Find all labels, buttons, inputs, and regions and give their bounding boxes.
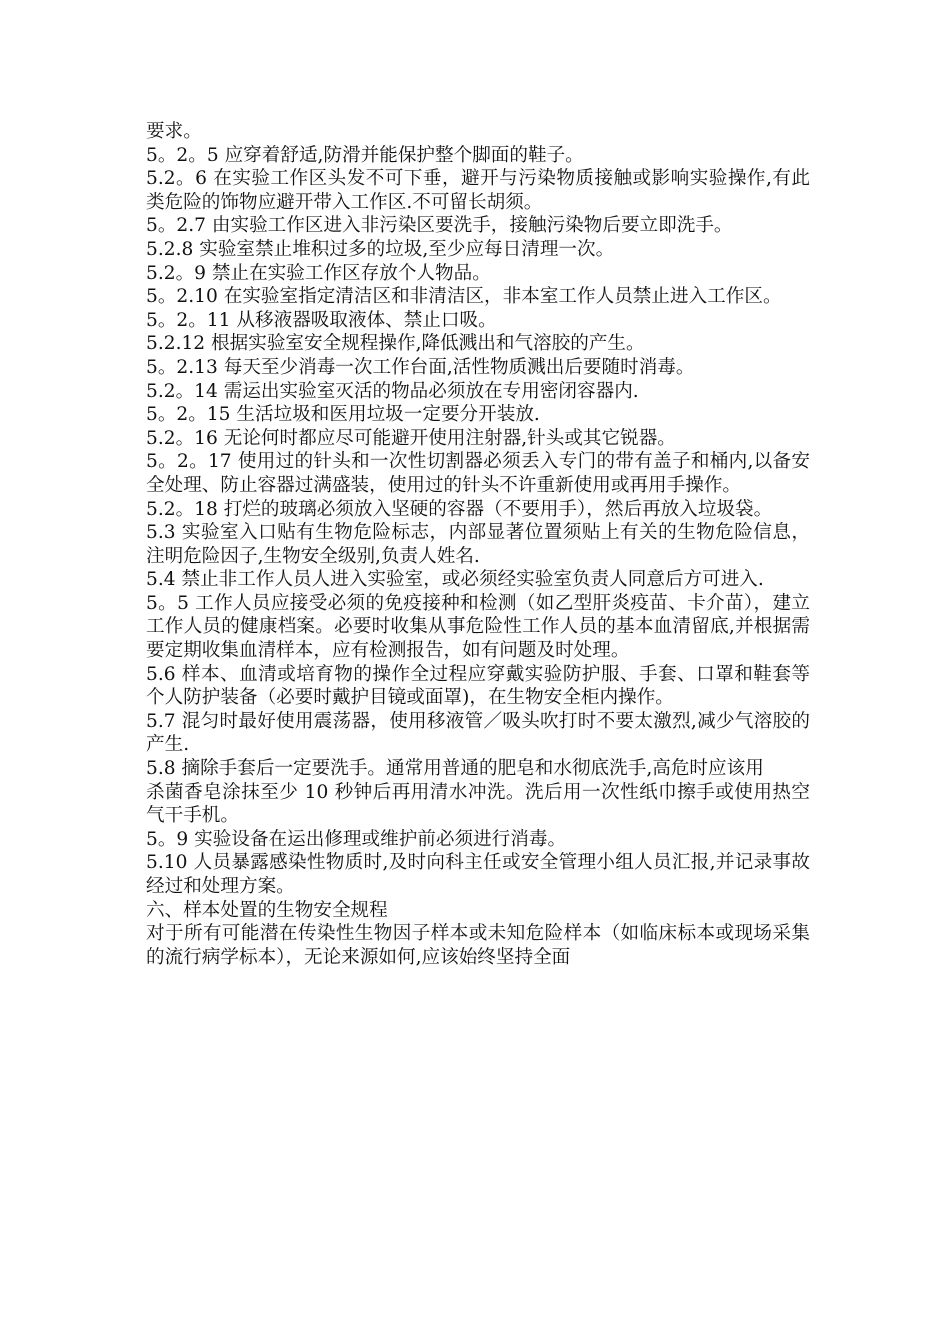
paragraph: 5.2。6 在实验工作区头发不可下垂，避开与污染物质接触或影响实验操作,有此类危险的饰物应避开带入工作区.不可留长胡须。 [146, 168, 810, 213]
document-body [146, 120, 810, 969]
paragraph: 5.4 禁止非工作人员人进入实验室，或必须经实验室负责人同意后方可进入. [146, 569, 764, 591]
paragraph: 5。2.7 由实验工作区进入非污染区要洗手，接触污染物后要立即洗手。 [146, 215, 733, 237]
paragraph: 5.2.12 根据实验室安全规程操作,降低溅出和气溶胶的产生。 [146, 333, 645, 355]
paragraph: 对于所有可能潜在传染性生物因子样本或未知危险样本（如临床标本或现场采集的流行病学标本），无论来源如何,应该始终坚持全面 [146, 923, 810, 968]
paragraph: 杀菌香皂涂抹至少 10 秒钟后再用清水冲洗。洗后用一次性纸巾擦手或使用热空气干手机。 [146, 781, 810, 827]
section-heading: 六、样本处置的生物安全规程 [146, 899, 388, 921]
paragraph: 5.6 样本、血清或培育物的操作全过程应穿戴实验防护服、手套、口罩和鞋套等个人防护装备（必要时戴护目镜或面罩)，在生物安全柜内操作。 [146, 663, 810, 709]
paragraph: 5.2。16 无论何时都应尽可能避开使用注射器,针头或其它锐器。 [146, 427, 676, 449]
paragraph: 5.8 摘除手套后一定要洗手。通常用普通的肥皂和水彻底洗手,高危时应该用 [146, 758, 764, 780]
paragraph: 5.2。9 禁止在实验工作区存放个人物品。 [146, 262, 491, 284]
paragraph: 要求。 [146, 121, 202, 142]
paragraph: 5。2。17 使用过的针头和一次性切割器必须丢入专门的带有盖子和桶内,以备安全处理、防止容器过满盛装，使用过的针头不许重新使用或再用手操作。 [146, 451, 810, 496]
paragraph: 5.10 人员暴露感染性物质时,及时向科主任或安全管理小组人员汇报,并记录事故经过和处理方案。 [146, 852, 810, 897]
paragraph: 5。2。5 应穿着舒适,防滑并能保护整个脚面的鞋子。 [146, 144, 584, 166]
paragraph: 5.2。14 需运出实验室灭活的物品必须放在专用密闭容器内. [146, 380, 639, 402]
paragraph: 5。2。11 从移液器吸取液体、禁止口吸。 [146, 309, 497, 331]
paragraph: 5.3 实验室入口贴有生物危险标志，内部显著位置须贴上有关的生物危险信息，注明危险因子,生物安全级别,负责人姓名. [146, 522, 810, 567]
paragraph: 5。2.10 在实验室指定清洁区和非清洁区，非本室工作人员禁止进入工作区。 [146, 286, 782, 308]
paragraph: 5。9 实验设备在运出修理或维护前必须进行消毒。 [146, 828, 567, 850]
paragraph: 5。2.13 每天至少消毒一次工作台面,活性物质溅出后要随时消毒。 [146, 356, 695, 378]
paragraph: 5.7 混匀时最好使用震荡器，使用移液管／吸头吹打时不要太激烈,减少气溶胶的产生. [146, 710, 810, 756]
paragraph: 5。5 工作人员应接受必须的免疫接种和检测（如乙型肝炎疫苗、卡介苗），建立工作人员的健康档案。必要时收集从事危险性工作人员的基本血清留底,并根据需要定期收集血清样本，应有检测报告，如有问题及时处理。 [146, 592, 810, 662]
paragraph: 5.2。18 打烂的玻璃必须放入坚硬的容器（不要用手），然后再放入垃圾袋。 [146, 498, 773, 520]
paragraph: 5。2。15 生活垃圾和医用垃圾一定要分开装放. [146, 404, 540, 426]
paragraph: 5.2.8 实验室禁止堆积过多的垃圾,至少应每日清理一次。 [146, 238, 615, 260]
